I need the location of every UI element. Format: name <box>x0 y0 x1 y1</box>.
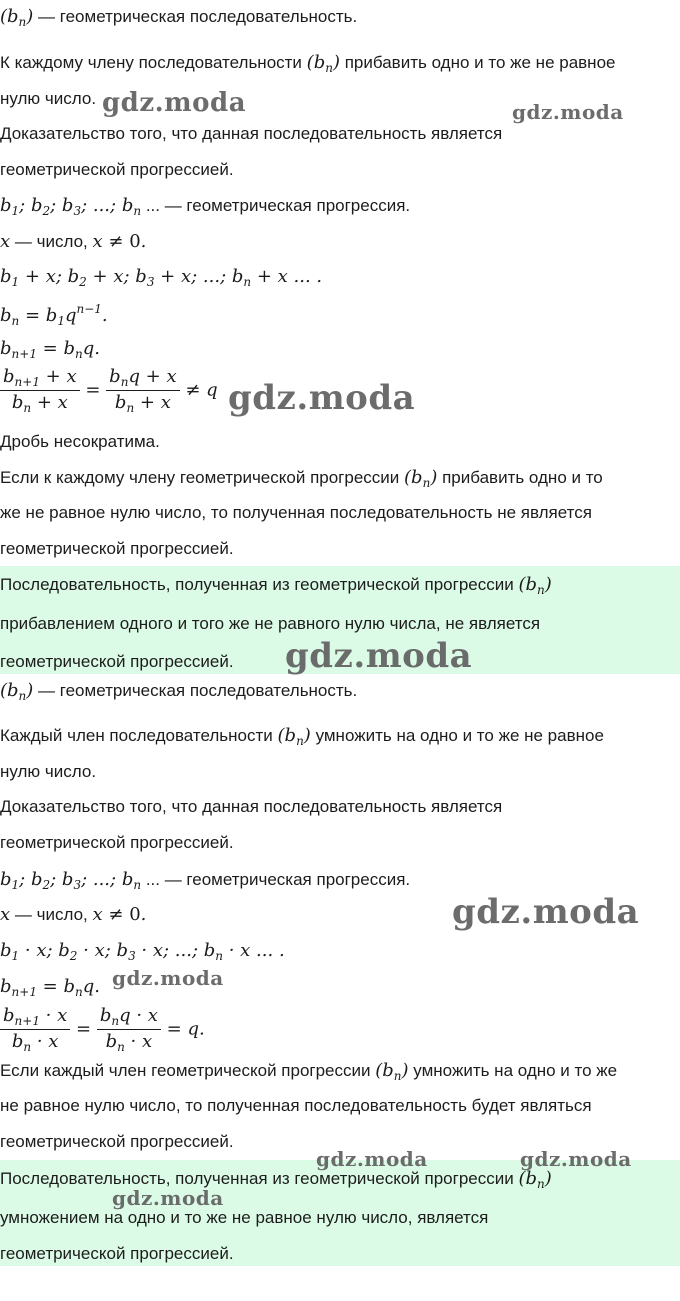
result-text-cont: прибавить одно и то <box>442 468 603 487</box>
math-bn1-formula: $b_{n+1} = b_nq$. <box>0 338 100 361</box>
watermark: gdz.moda <box>316 1147 428 1171</box>
given-text: — геометрическая последовательность. <box>38 681 358 700</box>
math-product-sequence: $b_1 \cdot x$; $b_2 \cdot x$; $b_3 \cdot x$; ...; $b_n \cdot x$ ... . <box>0 940 285 963</box>
x-def-text: — число, <box>14 905 88 924</box>
result-line-3: геометрической прогрессией. <box>0 539 234 558</box>
watermark: gdz.moda <box>102 88 247 118</box>
conclusion-line-3: геометрической прогрессией. <box>0 652 234 671</box>
math-sum-sequence: $b_1 + x$; $b_2 + x$; $b_3 + x$; ...; $b_n + x$ ... . <box>0 266 323 289</box>
result-text: Если к каждому члену геометрической прогрессии <box>0 468 400 487</box>
watermark: gdz.moda <box>512 100 624 124</box>
conclusion-line-2: прибавлением одного и того же не равного нулю числа, не является <box>0 614 541 633</box>
task-text-cont: прибавить одно и то же не равное <box>344 53 616 72</box>
given-line-2 <box>0 680 357 703</box>
proof-line-2: геометрической прогрессией. <box>0 833 234 852</box>
task-line-2: нулю число. <box>0 89 97 108</box>
result-line-3: геометрической прогрессией. <box>0 1132 234 1151</box>
conclusion-line <box>0 574 552 597</box>
math-x-ne-0: x ≠ 0. <box>92 904 147 925</box>
math-bn: $(b_n)$ <box>306 52 340 75</box>
watermark: gdz.moda <box>452 892 640 932</box>
conclusion-line-2: умножением на одно и то же не равное нулю число, является <box>0 1208 489 1227</box>
sequence-text: ... — геометрическая прогрессия. <box>145 870 411 889</box>
not-reducible: Дробь несократима. <box>0 432 160 451</box>
x-def-line <box>0 231 146 252</box>
math-x: x <box>0 904 11 925</box>
result-text: Если каждый член геометрической прогрессии <box>0 1061 371 1080</box>
task-text: Каждый член последовательности <box>0 726 273 745</box>
result-line <box>0 1060 617 1083</box>
math-bn: $(b_n)$ <box>375 1060 409 1083</box>
task-text-cont: умножить на одно и то же не равное <box>315 726 604 745</box>
watermark: gdz.moda <box>112 1186 224 1210</box>
conclusion-text: Последовательность, полученная из геометрической прогрессии <box>0 575 514 594</box>
result-line <box>0 467 603 490</box>
watermark: gdz.moda <box>520 1147 632 1171</box>
conclusion-box <box>0 1160 680 1266</box>
task-line-2: нулю число. <box>0 762 97 781</box>
result-line-2: же не равное нулю число, то полученная последовательность не является <box>0 503 592 522</box>
x-def-line <box>0 904 146 925</box>
conclusion-text: Последовательность, полученная из геометрической прогрессии <box>0 1169 514 1188</box>
result-text-cont: умножить на одно и то же <box>413 1061 618 1080</box>
task-line <box>0 725 604 748</box>
math-bn: $(b_n)$ <box>518 574 552 597</box>
given-text: — геометрическая последовательность. <box>38 7 358 26</box>
proof-line: Доказательство того, что данная последовательность является <box>0 797 503 816</box>
math-x-ne-0: x ≠ 0. <box>92 231 147 252</box>
task-line <box>0 52 615 75</box>
x-def-text: — число, <box>14 232 88 251</box>
sequence-line <box>0 869 410 892</box>
conclusion-line <box>0 1168 552 1191</box>
math-bn1-formula: $b_{n+1} = b_nq$. <box>0 976 100 999</box>
watermark: gdz.moda <box>112 966 224 990</box>
sequence-text: ... — геометрическая прогрессия. <box>145 196 411 215</box>
task-text: К каждому члену последовательности <box>0 53 302 72</box>
math-bn: $(b_n)$ <box>404 467 438 490</box>
math-bn: $(b_n)$ <box>0 680 34 703</box>
math-ratio-sum: $\frac{b_{n+1} + x}{b_n + x}$ = $\frac{b_nq + x}{b_n + x}$ ≠ q <box>0 366 218 415</box>
watermark: gdz.moda <box>228 378 416 418</box>
proof-line: Доказательство того, что данная последовательность является <box>0 124 503 143</box>
conclusion-line-3: геометрической прогрессией. <box>0 1244 234 1263</box>
proof-line-2: геометрической прогрессией. <box>0 160 234 179</box>
sequence-line <box>0 195 410 218</box>
watermark: gdz.moda <box>285 636 473 676</box>
math-seq: $b_1$; $b_2$; $b_3$; ...; $b_n$ <box>0 869 142 892</box>
math-seq: $b_1$; $b_2$; $b_3$; ...; $b_n$ <box>0 195 142 218</box>
given-line <box>0 6 357 29</box>
math-ratio-product: $\frac{b_{n+1} \cdot x}{b_n \cdot x}$ = $\frac{b_nq \cdot x}{b_n \cdot x}$ = q. <box>0 1005 205 1054</box>
math-x: x <box>0 231 11 252</box>
math-bn: $(b_n)$ <box>518 1168 552 1191</box>
math-bn: $(b_n)$ <box>0 6 34 29</box>
result-line-2: не равное нулю число, то полученная последовательность будет являться <box>0 1096 592 1115</box>
math-bn-formula: $b_n = b_1q^{n-1}$. <box>0 302 108 328</box>
math-bn: $(b_n)$ <box>277 725 311 748</box>
